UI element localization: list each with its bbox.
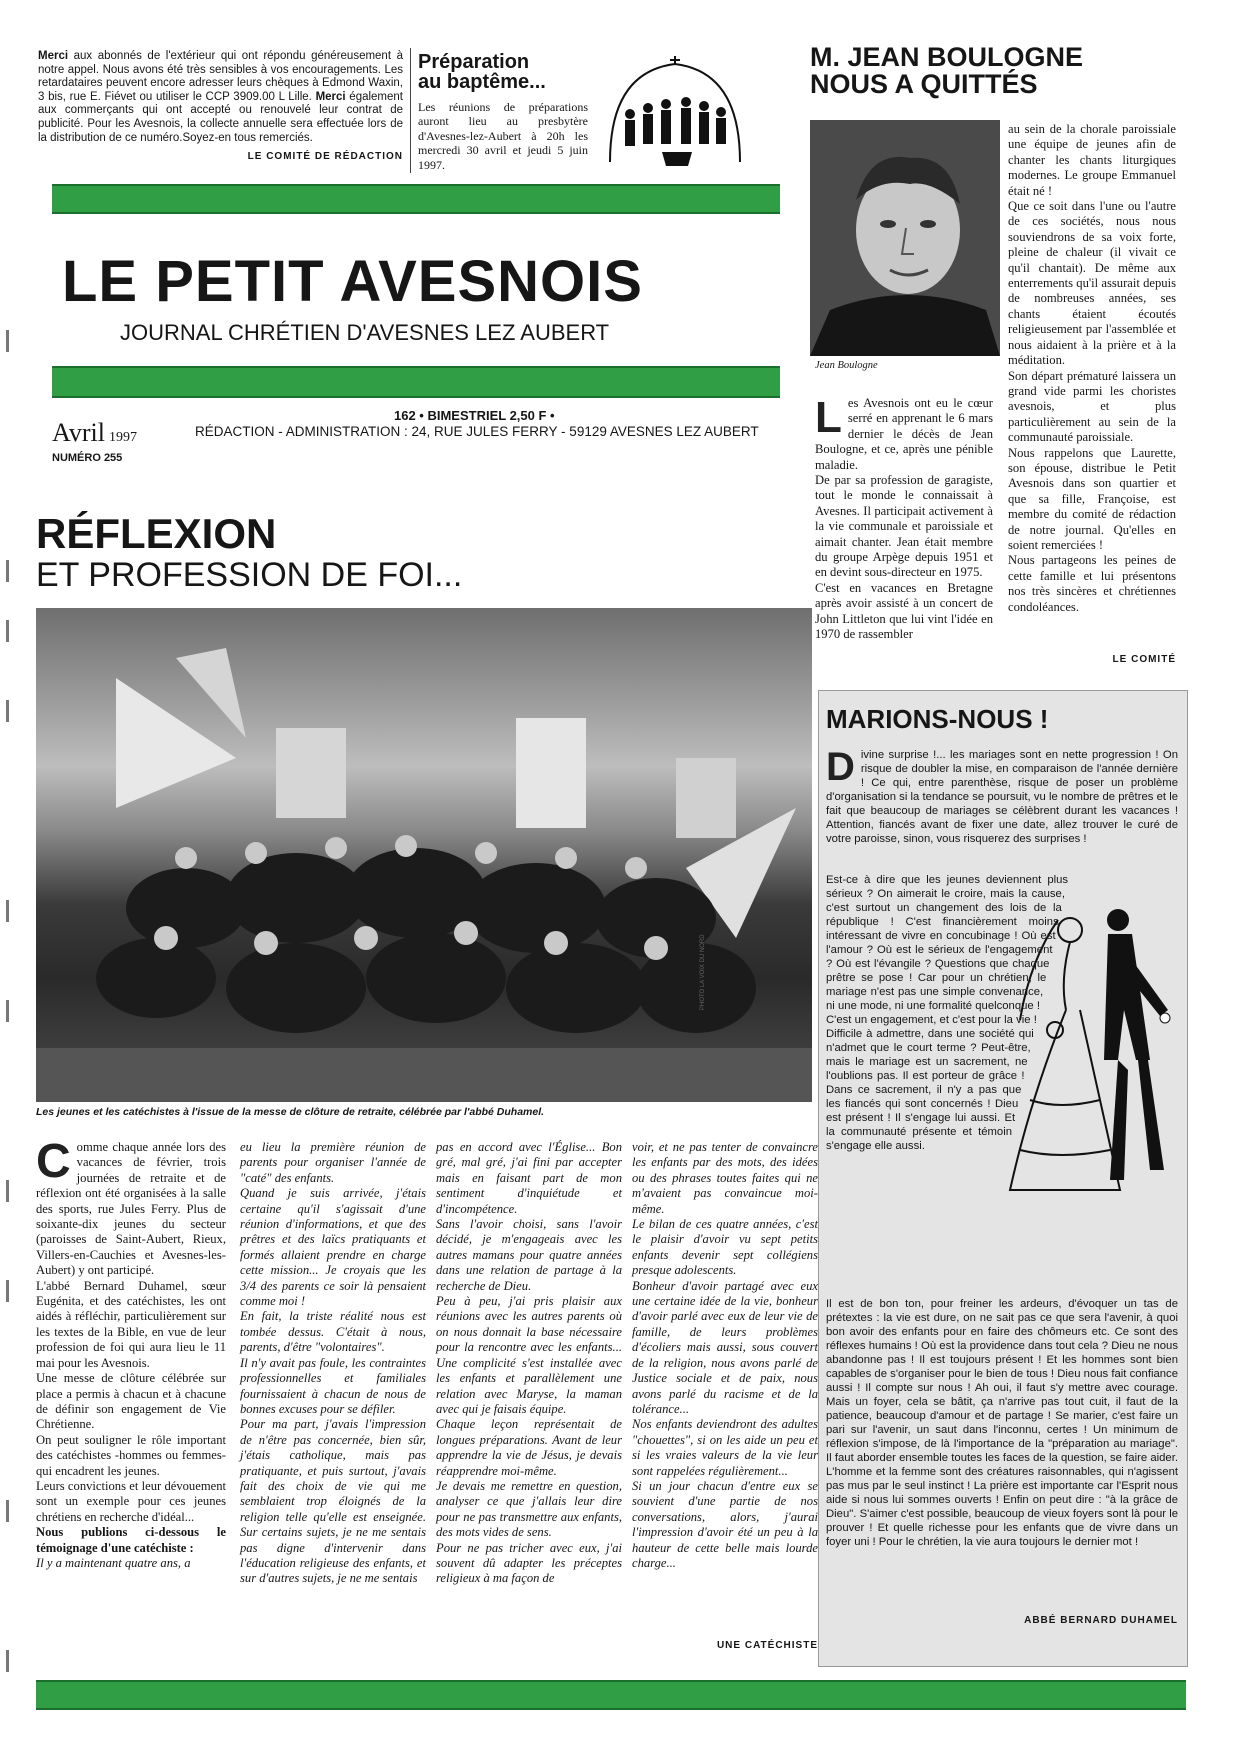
boulogne-paragraph: C'est en vacances en Bretagne après avoir assisté à un concert de John Littleton que lui vint l'idée en 1970 de rassembler (815, 580, 993, 642)
boulogne-drop-cap: L (815, 393, 842, 442)
reflexion-paragraph: Pour ma part, j'avais l'impression de n'être pas concernée, bien sûr, j'étais catholique, mais pas pratiquante, et puis surtout, j'avais fait des choix de vie qui me semblaient trop éloignés de la religion telle qu'elle est enseignée. Sur certains sujets, je ne me sentais pas digne d'intervenir dans l'éducation religieuse des enfants, et sur d'autres sujets, je ne me sentais (240, 1417, 426, 1586)
boulogne-paragraph: Son départ prématuré laissera un grand vide parmi les choristes avesnois, et plus particulièrement au sein de la communauté paroissiale. (1008, 368, 1176, 445)
bapteme-title (418, 52, 588, 92)
notice-box (38, 50, 403, 164)
margin-mark (6, 330, 9, 352)
reflexion-paragraph: Chaque leçon représentait de longues préparations. Avant de leur apprendre la vie de Jésus, je devais réapprendre moi-même. (436, 1417, 622, 1478)
notice-signature: LE COMITÉ DE RÉDACTION (247, 151, 403, 163)
margin-mark (6, 900, 9, 922)
issue-date (52, 418, 137, 448)
margin-mark (6, 700, 9, 722)
reflexion-paragraph: L'abbé Bernard Duhamel, sœur Eugénita, et des catéchistes, les ont aidés à réfléchir, particulièrement sur les textes de la Bible, en vue de leur profession de foi qui aura lieu le 11 mai pour les Avesnois. (36, 1278, 226, 1370)
notice-text: aux abonnés de l'extérieur qui ont répondu généreusement à notre appel. Nous avons été très sensibles à vos encouragements. Les retardataires peuvent encore adresser leurs chèques à Edmond Waxin, 3 bis, rue E. Fiévet ou utiliser le CCP 3909.00 L Lille. (38, 50, 403, 103)
reflexion-paragraph: En fait, la triste réalité nous est tombée dessus. C'était à nous, parents, d'être "volontaires". (240, 1309, 426, 1355)
reflexion-paragraph: Je devais me remettre en question, analyser ce que j'allais leur dire pour ne pas transmettre aux enfants, des mots vides de sens. (436, 1478, 622, 1540)
bapteme-title-line1: Préparation (418, 51, 530, 73)
marions-text-bottom (826, 1297, 1178, 1549)
reflexion-column-1 (36, 1135, 226, 1571)
reflexion-paragraph: Il n'y avait pas foule, les contraintes professionnelles et familiales fournissaient à chacun de nous de bonnes excuses pour se défiler. (240, 1355, 426, 1416)
notice-lead: Merci (38, 50, 69, 62)
reflexion-paragraph: eu lieu la première réunion de parents pour organiser l'année de "caté" des enfants. (240, 1140, 426, 1185)
catechiste-signature: UNE CATÉCHISTE (716, 1640, 818, 1651)
issue-number: NUMÉRO 255 (52, 452, 123, 464)
photo-credit: PHOTO LA VOIX DU NORD (700, 934, 706, 1010)
reflexion-title-line2: ET PROFESSION DE FOI... (36, 556, 463, 594)
margin-mark (6, 1000, 9, 1022)
masthead-green-bar (52, 366, 780, 398)
reflexion-title (36, 512, 462, 594)
reflexion-column-4 (632, 1140, 818, 1571)
marions-drop-cap: D (826, 745, 855, 789)
reflexion-photo (36, 608, 812, 1102)
bottom-green-bar (36, 1680, 1186, 1710)
boulogne-title (810, 44, 1170, 98)
marions-paragraph-1: ivine surprise !... les mariages sont en nette progression ! On risque de doubler la mise, en comparaison de l'année dernière ! Ce qui, entre parenthèse, risque de poser un problème d'organisation si la tendance se poursuit, vu le nombre de prêtres et le fait que beaucoup de mariages se célèbrent durant les vacances ! Attention, fiancés avant de fixer une date, allez trouver le curé de votre paroisse, sinon, vous risquerez des surprises ! (826, 749, 1178, 845)
boulogne-signature: LE COMITÉ (1112, 654, 1176, 665)
reflexion-paragraph: Bonheur d'avoir partagé avec eux une certaine idée de la vie, bonheur d'avoir parlé avec eux de leur vie de famille, de leurs problèmes d'écoliers mais aussi, sous couvert de la religion, nous avons parlé de Justice sociale et de paix, nous avons parlé du racisme et de la tolérance... (632, 1278, 818, 1416)
masthead-title: LE PETIT AVESNOIS (62, 249, 643, 314)
marions-paragraph-2: Est-ce à dire que les jeunes deviennent plus sérieux ? On aimerait le croire, mais la cause, c'est surtout un changement des lois de la république ! C'est financièrement moins intéressant de vivre en concubinage ! Où est l'amour ? Où est le sérieux de l'engagement ? Où est l'évangile ? Questions que chaque prêtre se pose ! Car pour un chrétien, le mariage n'est pas une simple convenance, ni une mode, ni une formalité quelconque ! C'est un engagement, et c'est pour la vie ! Difficile à admettre, dans une société qui n'admet que le court terme ? Peut-être, mais le mariage est un sacrement, ne l'oublions pas. Il est porteur de grâce ! Dans ce sacrement, il n'y a pas que les fiancés qui sont concernés ! Dieu est présent ! Il s'engage lui aussi. Et la communauté présente et témoin s'engage elle aussi. (826, 874, 1069, 1152)
boulogne-paragraph: au sein de la chorale paroissiale une équipe de jeunes afin de chanter les chants liturgiques modernes. Le groupe Emmanuel était né ! (1008, 122, 1176, 198)
reflexion-paragraph: pas en accord avec l'Église... Bon gré, mal gré, j'ai fini par accepter mais en faisant part de mon sentiment d'inquiétude et d'incompétence. (436, 1140, 622, 1216)
notice-divider (410, 48, 411, 173)
marions-title: MARIONS-NOUS ! (826, 704, 1049, 734)
margin-mark (6, 1500, 9, 1522)
margin-mark (6, 1180, 9, 1202)
bapteme-title-line2: au baptême... (418, 71, 546, 93)
reflexion-title-line1: RÉFLEXION (36, 510, 277, 557)
reflexion-paragraph: Une messe de clôture célébrée sur place a permis à chacun et à chacune de définir son engagement de Vie Chrétienne. (36, 1371, 226, 1432)
issue-price: 162 • BIMESTRIEL 2,50 F • (394, 408, 555, 423)
marions-text-top (826, 745, 1178, 846)
reflexion-paragraph: Sans l'avoir choisi, sans l'avoir décidé, je m'engageais avec les autres mamans pour quatre années dans une relation de partage à la recherche de Dieu. (436, 1217, 622, 1293)
boulogne-paragraph: Que ce soit dans l'une ou l'autre de ces sociétés, nous nous souviendrons de sa voix forte, pleine de chaleur (il vivait ce qu'il chantait). De même aux enterrements qu'il assurait depuis de nombreuses années, ses chants étaient écoutés religieusement par l'assemblée et nous aidaient à la prière et à la méditation. (1008, 199, 1176, 368)
boulogne-column-b (1008, 122, 1176, 615)
issue-year: 1997 (108, 430, 137, 445)
marions-text-narrow (826, 873, 1178, 1193)
notice-lead-2: Merci (315, 90, 346, 103)
margin-mark (6, 620, 9, 642)
masthead-subtitle: JOURNAL CHRÉTIEN D'AVESNES LEZ AUBERT (120, 320, 610, 345)
margin-mark (6, 1650, 9, 1672)
bapteme-text: Les réunions de préparations auront lieu au presbytère d'Avesnes-lez-Aubert à 20h les mercredi 30 avril et jeudi 5 juin 1997. (418, 100, 588, 172)
margin-mark (6, 1280, 9, 1302)
reflexion-photo-caption: Les jeunes et les catéchistes à l'issue de la messe de clôture de retraite, célébrée par l'abbé Duhamel. (36, 1106, 545, 1118)
reflexion-paragraph: Pour ne pas tricher avec eux, j'ai souvent dû adapter les préceptes religieux à ma façon de (436, 1540, 622, 1586)
boulogne-title-line1: M. JEAN BOULOGNE (810, 42, 1084, 72)
boulogne-photo-caption: Jean Boulogne (815, 360, 878, 371)
reflexion-paragraph: Nos enfants deviendront des adultes "chouettes", si on les aide un peu et si les vraies valeurs de la vie leur sont rappelées régulièrement... (632, 1417, 818, 1478)
reflexion-paragraph: Il y a maintenant quatre ans, a (36, 1555, 191, 1570)
reflexion-column-2 (240, 1140, 426, 1587)
marions-signature: ABBÉ BERNARD DUHAMEL (1024, 1615, 1178, 1626)
reflexion-paragraph: Si un jour chacun d'entre eux se souvient d'une partie de nos conversations, alors, j'aurai l'impression d'avoir été un peu à la hauteur de cette belle mais lourde charge... (632, 1478, 818, 1570)
boulogne-paragraph: De par sa profession de garagiste, tout le monde le connaissait à Avesnes. Il participait activement à la vie communale et paroissiale et aimait chanter. Jean était membre du groupe Arpège depuis 1951 et en devint sous-directeur en 1975. (815, 473, 993, 580)
reflexion-column-3 (436, 1140, 622, 1587)
reflexion-paragraph: Peu à peu, j'ai pris plaisir aux réunions avec les autres parents où on nous donnait la base nécessaire pour la rencontre avec les enfants... Une complicité s'est installée avec les enfants et parallèlement une relation avec Maryse, la maman avec qui je faisais équipe. (436, 1294, 622, 1416)
boulogne-paragraph: es Avesnois ont eu le cœur serré en apprenant le 6 mars dernier le décès de Jean Boulogne, et ce, après une pénible maladie. (815, 396, 993, 472)
reflexion-paragraph: Nous publions ci-dessous le témoignage d'une catéchiste : (36, 1525, 226, 1555)
notice-text-2: également aux commerçants qui ont accepté ou renouvelé leur contrat de publicité. Pour les Avesnois, la collecte annuelle sera effectuée lors de la distribution de ce numéro.Soyez-en tous remerciés. (38, 90, 403, 144)
margin-mark (6, 560, 9, 582)
top-green-bar (52, 184, 780, 214)
baptism-illustration (600, 52, 750, 172)
reflexion-drop-cap: C (36, 1135, 71, 1188)
reflexion-paragraph: Quand je suis arrivée, j'étais certaine qu'il s'agissait d'une réunion d'informations, et que des prêtres et des laïcs pratiquants et formés allaient prendre en charge cette mission... Je croyais que les 3/4 des parents ce soir là pensaient comme moi ! (240, 1186, 426, 1309)
boulogne-paragraph: Nous rappelons que Laurette, son épouse, distribue le Petit Avesnois dans son quartier et que sa fille, Françoise, est membre du comité de rédaction de notre journal. Qu'elles en soient remerciées ! (1008, 445, 1176, 552)
boulogne-portrait (810, 120, 1000, 356)
boulogne-column-a (815, 393, 993, 643)
reflexion-paragraph: On peut souligner le rôle important des catéchistes -hommes ou femmes- qui encadrent les jeunes. (36, 1432, 226, 1478)
boulogne-title-line2: NOUS A QUITTÉS (810, 69, 1038, 99)
reflexion-paragraph: omme chaque année lors des vacances de février, trois journées de retraite et de réflexion ont été organisées à la salle des sports, rue Jules Ferry. Plus de soixante-dix jeunes du secteur (paroisses de Saint-Aubert, Rieux, Villers-en-Cauchies et Avesnes-les-Aubert) y ont participé. (36, 1140, 226, 1278)
address-line: RÉDACTION - ADMINISTRATION : 24, RUE JULES FERRY - 59129 AVESNES LEZ AUBERT (195, 424, 759, 439)
boulogne-paragraph: Nous partageons les peines de cette famille et lui présentons nos très sincères et chrétiennes condoléances. (1008, 553, 1176, 614)
marions-paragraph-3: Il est de bon ton, pour freiner les ardeurs, d'évoquer un tas de prétextes : la vie est dure, on ne sait pas ce que sera l'avenir, à quoi bon avoir des enfants pour en faire des chômeurs etc. Ce sont des réflexes humains ! Où est la providence dans tout cela ? Dieu ne nous abandonne pas ! Il est toujours présent ! Et les hommes sont bien capables de s'organiser pour le bien de tous ! Dieu nous fait confiance aussi ! Il compte sur nous ! Ah oui, il faut s'y mettre avec courage. Mais un foyer, cela se bâtit, ça n'arrive pas tout cuit, il faut de la patience, beaucoup d'amour et de partage ! Se marier, c'est faire un pari sur l'avenir, un saut dans l'inconnu, certes ! Un minimum de réflexion s'impose, de là l'importance de la "préparation au mariage". Il faut aborder ensemble toutes les faces de la question, se faire aider. L'homme et la femme sont des créatures raisonnables, qui n'agissent pas mus par le seul instinct ! La prière est importante car l'Esprit nous aide si nous lui sommes ouverts ! Enfin on peut dire : "à la grâce de Dieu". S'aimer c'est possible, beaucoup de vieux foyers sont là pour le prouver ! Et quelle richesse pour les enfants que de vivre dans un foyer uni ! Pour le chrétien, la vie aura toujours le dernier mot ! (826, 1298, 1178, 1548)
reflexion-paragraph: Le bilan de ces quatre années, c'est le plaisir d'avoir vu sept petits enfants devenir sept collégiens presque adolescents. (632, 1217, 818, 1278)
reflexion-paragraph: Leurs convictions et leur dévouement sont un exemple pour ces jeunes chrétiens en recherche d'idéal... (36, 1478, 226, 1524)
issue-month: Avril (52, 418, 105, 447)
reflexion-paragraph: voir, et ne pas tenter de convaincre les enfants par des mots, des idées ou des phrases toutes faites qui ne m'avaient pas convaincue moi-même. (632, 1140, 818, 1216)
